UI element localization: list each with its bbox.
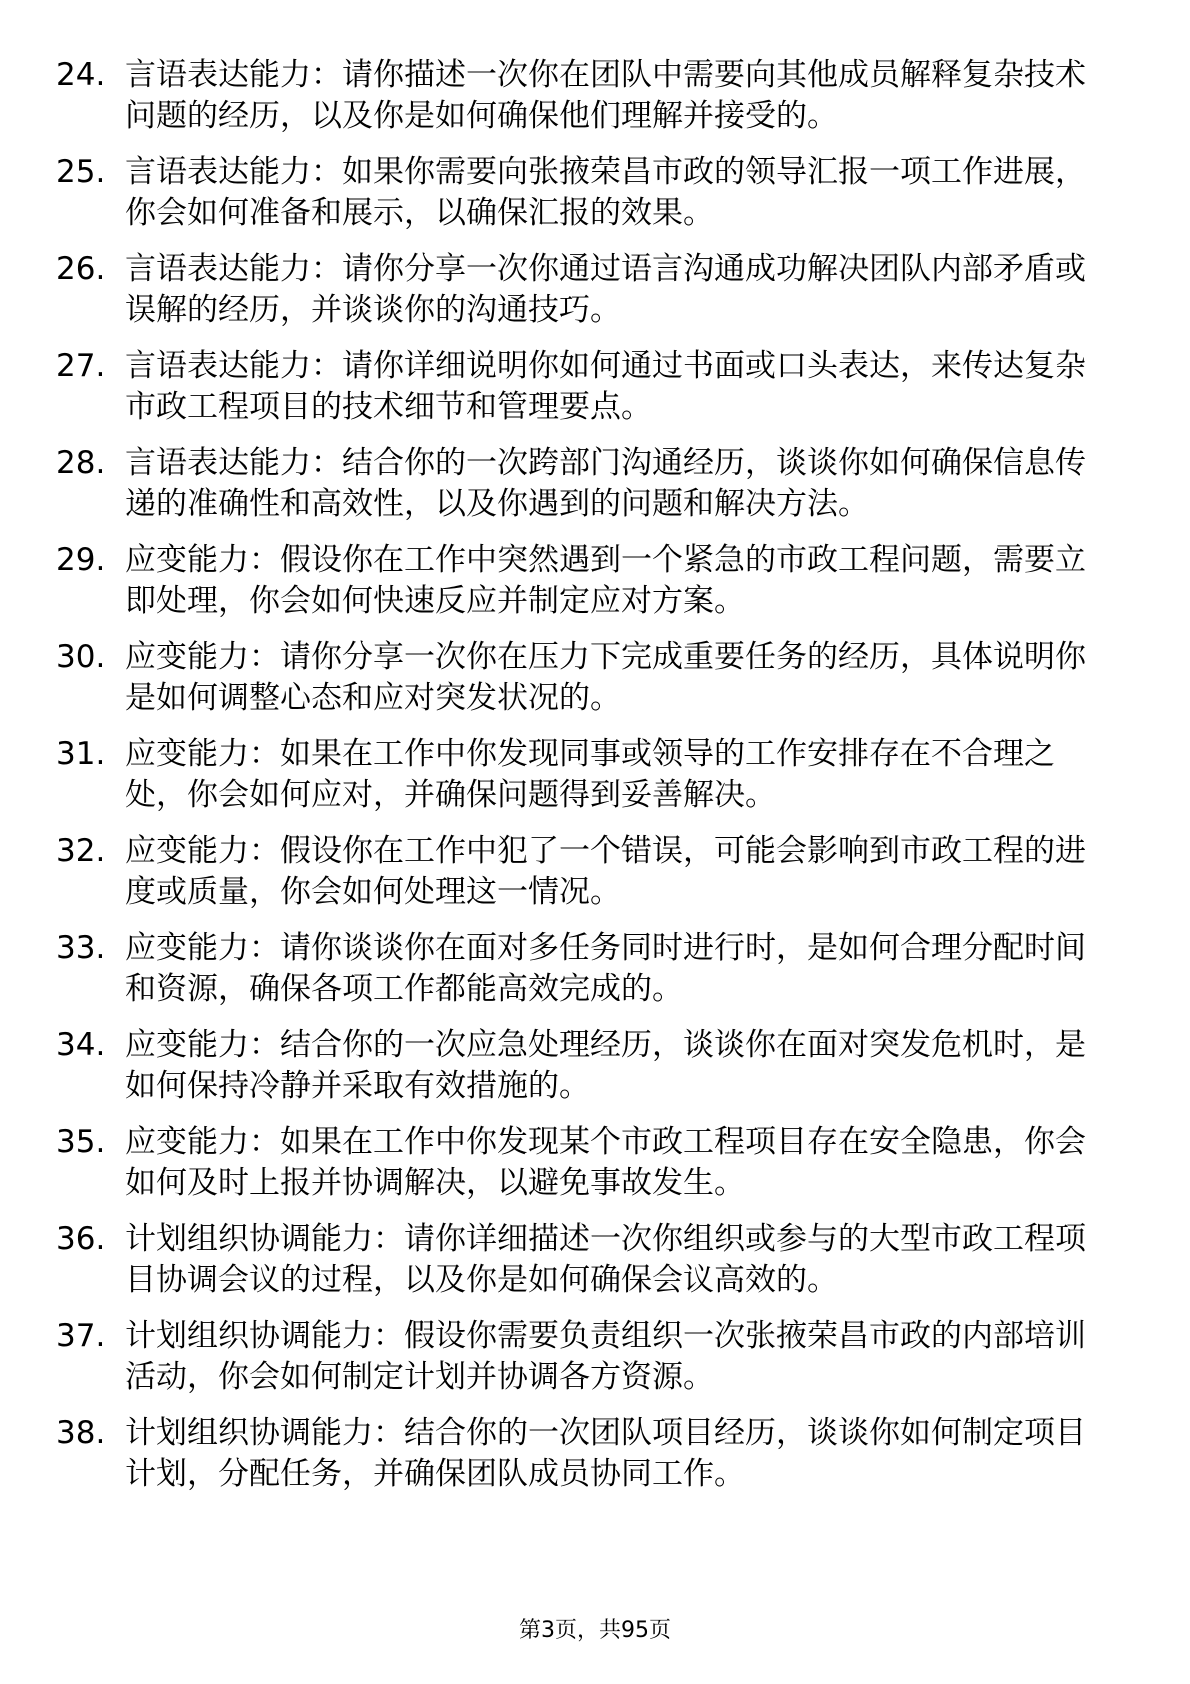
question-number: 25.	[56, 154, 106, 190]
question-number: 28.	[56, 445, 106, 481]
question-item-24	[56, 55, 1106, 137]
question-item-34	[56, 1025, 1106, 1107]
question-item-31	[56, 734, 1106, 816]
question-text: 言语表达能力：请你描述一次你在团队中需要向其他成员解释复杂技术问题的经历，以及你是如何确保他们理解并接受的。	[125, 57, 1086, 134]
question-item-36	[56, 1219, 1106, 1301]
question-item-28	[56, 443, 1106, 525]
question-text: 应变能力：请你谈谈你在面对多任务同时进行时，是如何合理分配时间和资源，确保各项工作都能高效完成的。	[125, 930, 1086, 1007]
question-text: 应变能力：请你分享一次你在压力下完成重要任务的经历，具体说明你是如何调整心态和应对突发状况的。	[125, 639, 1086, 716]
question-text: 应变能力：假设你在工作中突然遇到一个紧急的市政工程问题，需要立即处理，你会如何快速反应并制定应对方案。	[125, 542, 1086, 619]
question-item-26	[56, 249, 1106, 331]
page-number: 第3页，共95页	[519, 1618, 671, 1643]
question-text: 言语表达能力：结合你的一次跨部门沟通经历，谈谈你如何确保信息传递的准确性和高效性，以及你遇到的问题和解决方法。	[125, 445, 1086, 522]
question-item-29	[56, 540, 1106, 622]
question-number: 29.	[56, 542, 106, 578]
question-number: 32.	[56, 833, 106, 869]
question-item-38	[56, 1413, 1106, 1495]
question-number: 26.	[56, 251, 106, 287]
question-text: 言语表达能力：请你详细说明你如何通过书面或口头表达，来传达复杂市政工程项目的技术细节和管理要点。	[125, 348, 1086, 425]
question-number: 35.	[56, 1124, 106, 1160]
question-item-35	[56, 1122, 1106, 1204]
question-text: 应变能力：结合你的一次应急处理经历，谈谈你在面对突发危机时，是如何保持冷静并采取有效措施的。	[125, 1027, 1086, 1104]
question-number: 34.	[56, 1027, 106, 1063]
question-list	[56, 55, 1106, 1510]
question-text: 应变能力：如果在工作中你发现同事或领导的工作安排存在不合理之处，你会如何应对，并确保问题得到妥善解决。	[125, 736, 1055, 813]
question-item-37	[56, 1316, 1106, 1398]
question-text: 言语表达能力：如果你需要向张掖荣昌市政的领导汇报一项工作进展，你会如何准备和展示，以确保汇报的效果。	[125, 154, 1086, 231]
question-number: 30.	[56, 639, 106, 675]
question-item-33	[56, 928, 1106, 1010]
question-text: 言语表达能力：请你分享一次你通过语言沟通成功解决团队内部矛盾或误解的经历，并谈谈你的沟通技巧。	[125, 251, 1086, 328]
question-number: 36.	[56, 1221, 106, 1257]
question-number: 31.	[56, 736, 106, 772]
question-text: 计划组织协调能力：假设你需要负责组织一次张掖荣昌市政的内部培训活动，你会如何制定计划并协调各方资源。	[125, 1318, 1086, 1395]
question-item-25	[56, 152, 1106, 234]
question-number: 37.	[56, 1318, 106, 1354]
question-text: 应变能力：假设你在工作中犯了一个错误，可能会影响到市政工程的进度或质量，你会如何处理这一情况。	[125, 833, 1086, 910]
question-text: 计划组织协调能力：请你详细描述一次你组织或参与的大型市政工程项目协调会议的过程，以及你是如何确保会议高效的。	[125, 1221, 1086, 1298]
question-number: 27.	[56, 348, 106, 384]
question-number: 38.	[56, 1415, 106, 1451]
question-item-30	[56, 637, 1106, 719]
question-text: 计划组织协调能力：结合你的一次团队项目经历，谈谈你如何制定项目计划，分配任务，并确保团队成员协同工作。	[125, 1415, 1086, 1492]
question-number: 33.	[56, 930, 106, 966]
question-text: 应变能力：如果在工作中你发现某个市政工程项目存在安全隐患，你会如何及时上报并协调解决，以避免事故发生。	[125, 1124, 1086, 1201]
question-item-32	[56, 831, 1106, 913]
question-item-27	[56, 346, 1106, 428]
question-number: 24.	[56, 57, 106, 93]
